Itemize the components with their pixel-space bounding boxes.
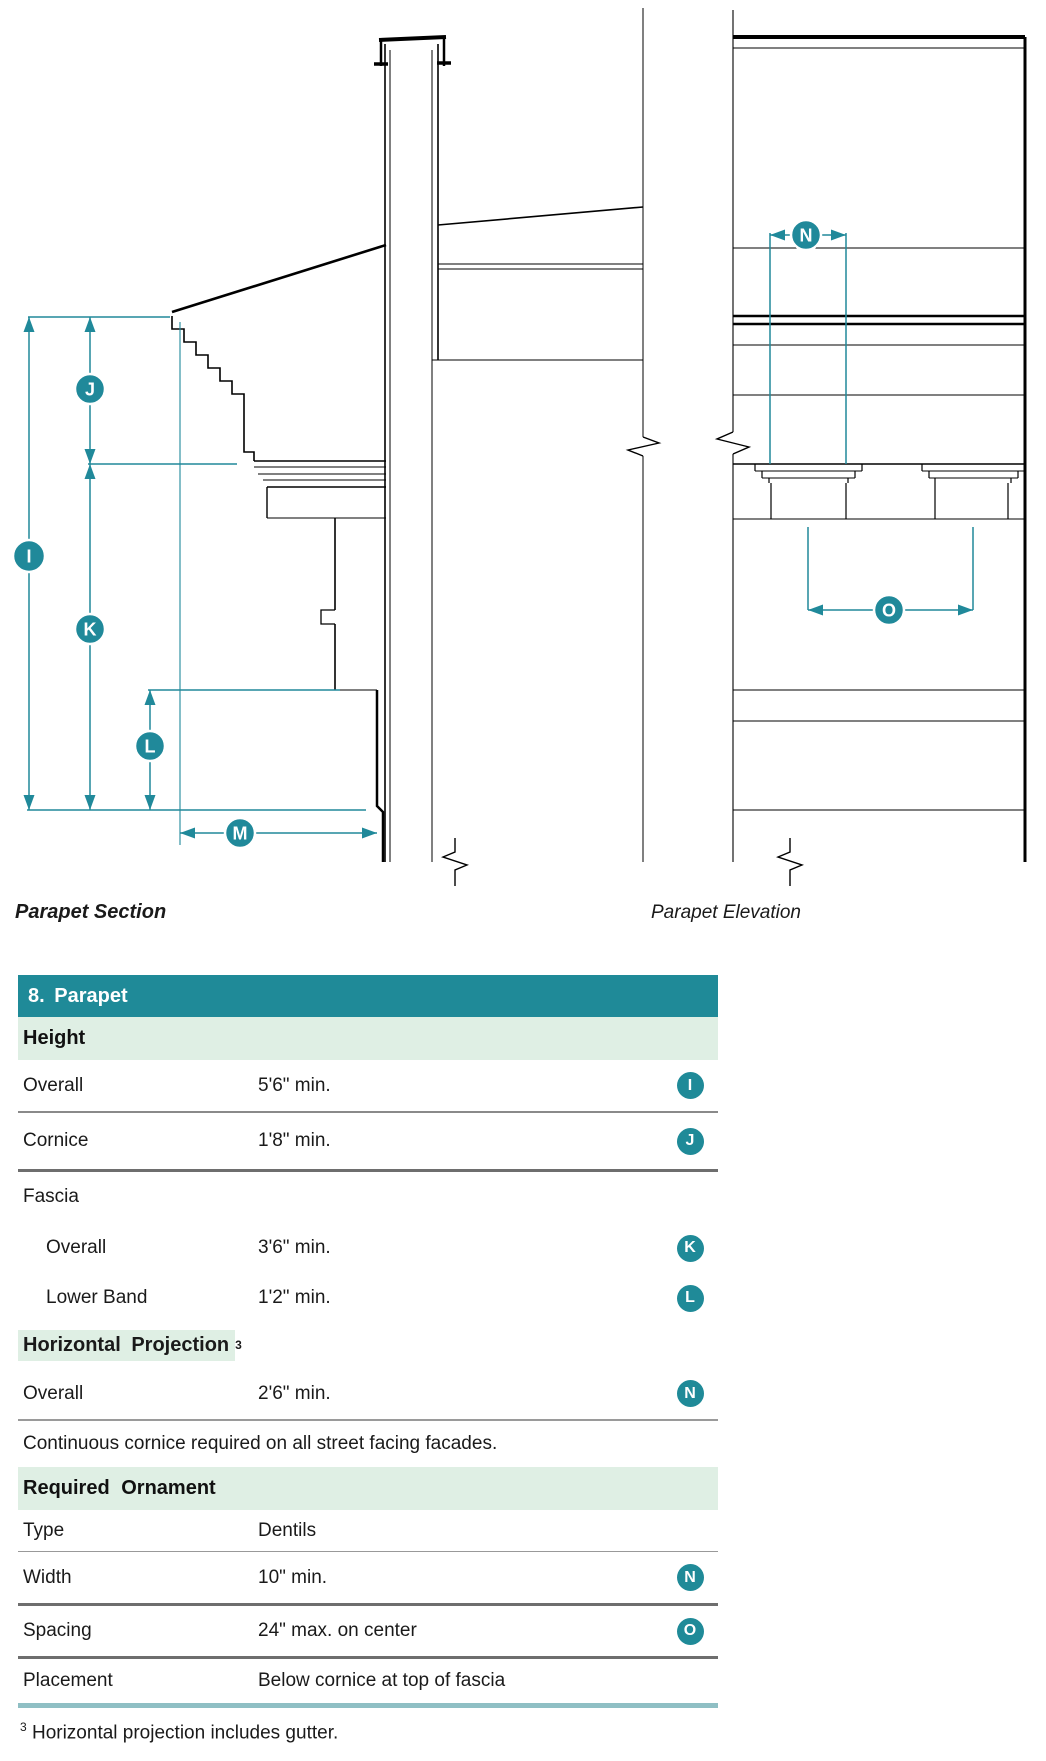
marker-badge-J <box>75 374 105 404</box>
table-row <box>18 1659 718 1703</box>
parapet-section-drawing <box>172 8 659 886</box>
table-row <box>18 1368 718 1421</box>
row-marker-badge: K <box>677 1235 704 1262</box>
row-value: 5'6" min. <box>258 1074 331 1096</box>
table-title: 8. Parapet <box>28 984 128 1007</box>
section-header-height: Height <box>18 1017 718 1060</box>
elevation-dimensions <box>770 230 973 616</box>
table-row <box>18 1552 718 1606</box>
footnote-reference: 3 <box>235 1338 242 1352</box>
row-label: Overall <box>46 1237 107 1258</box>
svg-text:K: K <box>83 619 97 640</box>
elevation-drawing-label: Parapet Elevation <box>651 902 801 923</box>
page-footnote <box>20 1720 338 1744</box>
row-label: Lower Band <box>46 1287 148 1308</box>
row-value: 3'6" min. <box>258 1237 331 1258</box>
row-label: Fascia <box>23 1186 79 1207</box>
table-row <box>18 1172 718 1222</box>
svg-text:N: N <box>799 225 813 246</box>
parapet-spec-table <box>18 975 718 1708</box>
row-value: 10" min. <box>258 1566 328 1588</box>
svg-text:L: L <box>144 736 156 757</box>
row-marker-badge: L <box>677 1285 704 1312</box>
row-label: Overall <box>23 1074 84 1096</box>
table-row <box>18 1113 718 1172</box>
marker-badge-N <box>791 220 821 250</box>
row-marker-badge: I <box>677 1072 704 1099</box>
row-label: Type <box>23 1519 65 1541</box>
table-row <box>18 1274 718 1322</box>
section-drawing-label: Parapet Section <box>15 901 167 923</box>
row-label: Spacing <box>23 1620 92 1641</box>
svg-text:J: J <box>84 379 96 400</box>
svg-text:O: O <box>881 600 897 621</box>
table-note-row <box>18 1421 718 1467</box>
marker-badge-M <box>225 818 255 848</box>
row-label: Overall <box>23 1382 84 1404</box>
footnote-text: Horizontal projection includes gutter. <box>31 1722 339 1744</box>
parapet-elevation-drawing <box>717 10 1025 886</box>
row-marker-badge: N <box>677 1564 704 1591</box>
row-label: Width <box>23 1566 72 1588</box>
row-label: Placement <box>23 1670 113 1691</box>
svg-text:I: I <box>26 546 32 567</box>
row-marker-badge: N <box>677 1380 704 1407</box>
row-value: 1'2" min. <box>258 1287 331 1308</box>
row-marker-badge: O <box>677 1618 704 1645</box>
svg-text:M: M <box>232 823 248 844</box>
section-header-required-ornament: Required Ornament <box>18 1467 718 1510</box>
section-dimension-M <box>180 828 377 839</box>
table-row <box>18 1222 718 1274</box>
row-value: 2'6" min. <box>258 1382 331 1404</box>
marker-badge-L <box>135 731 165 761</box>
table-row <box>18 1060 718 1113</box>
table-header <box>18 975 718 1017</box>
row-label: Cornice <box>23 1130 89 1151</box>
table-row <box>18 1606 718 1659</box>
row-value: Below cornice at top of fascia <box>258 1670 506 1691</box>
row-value: 24" max. on center <box>258 1620 417 1641</box>
row-value: Dentils <box>258 1519 317 1541</box>
footnote-mark: 3 <box>20 1720 27 1734</box>
row-value: 1'8" min. <box>258 1130 331 1151</box>
table-note: Continuous cornice required on all street facing facades. <box>23 1433 498 1454</box>
marker-badge-O <box>874 595 904 625</box>
row-marker-badge: J <box>677 1128 704 1155</box>
marker-badge-K <box>75 614 105 644</box>
table-row <box>18 1510 718 1552</box>
marker-badge-I <box>13 540 45 572</box>
elevation-dimension-N <box>770 230 846 465</box>
section-header-horizontal-projection: Horizontal Projection 3 <box>18 1322 718 1368</box>
